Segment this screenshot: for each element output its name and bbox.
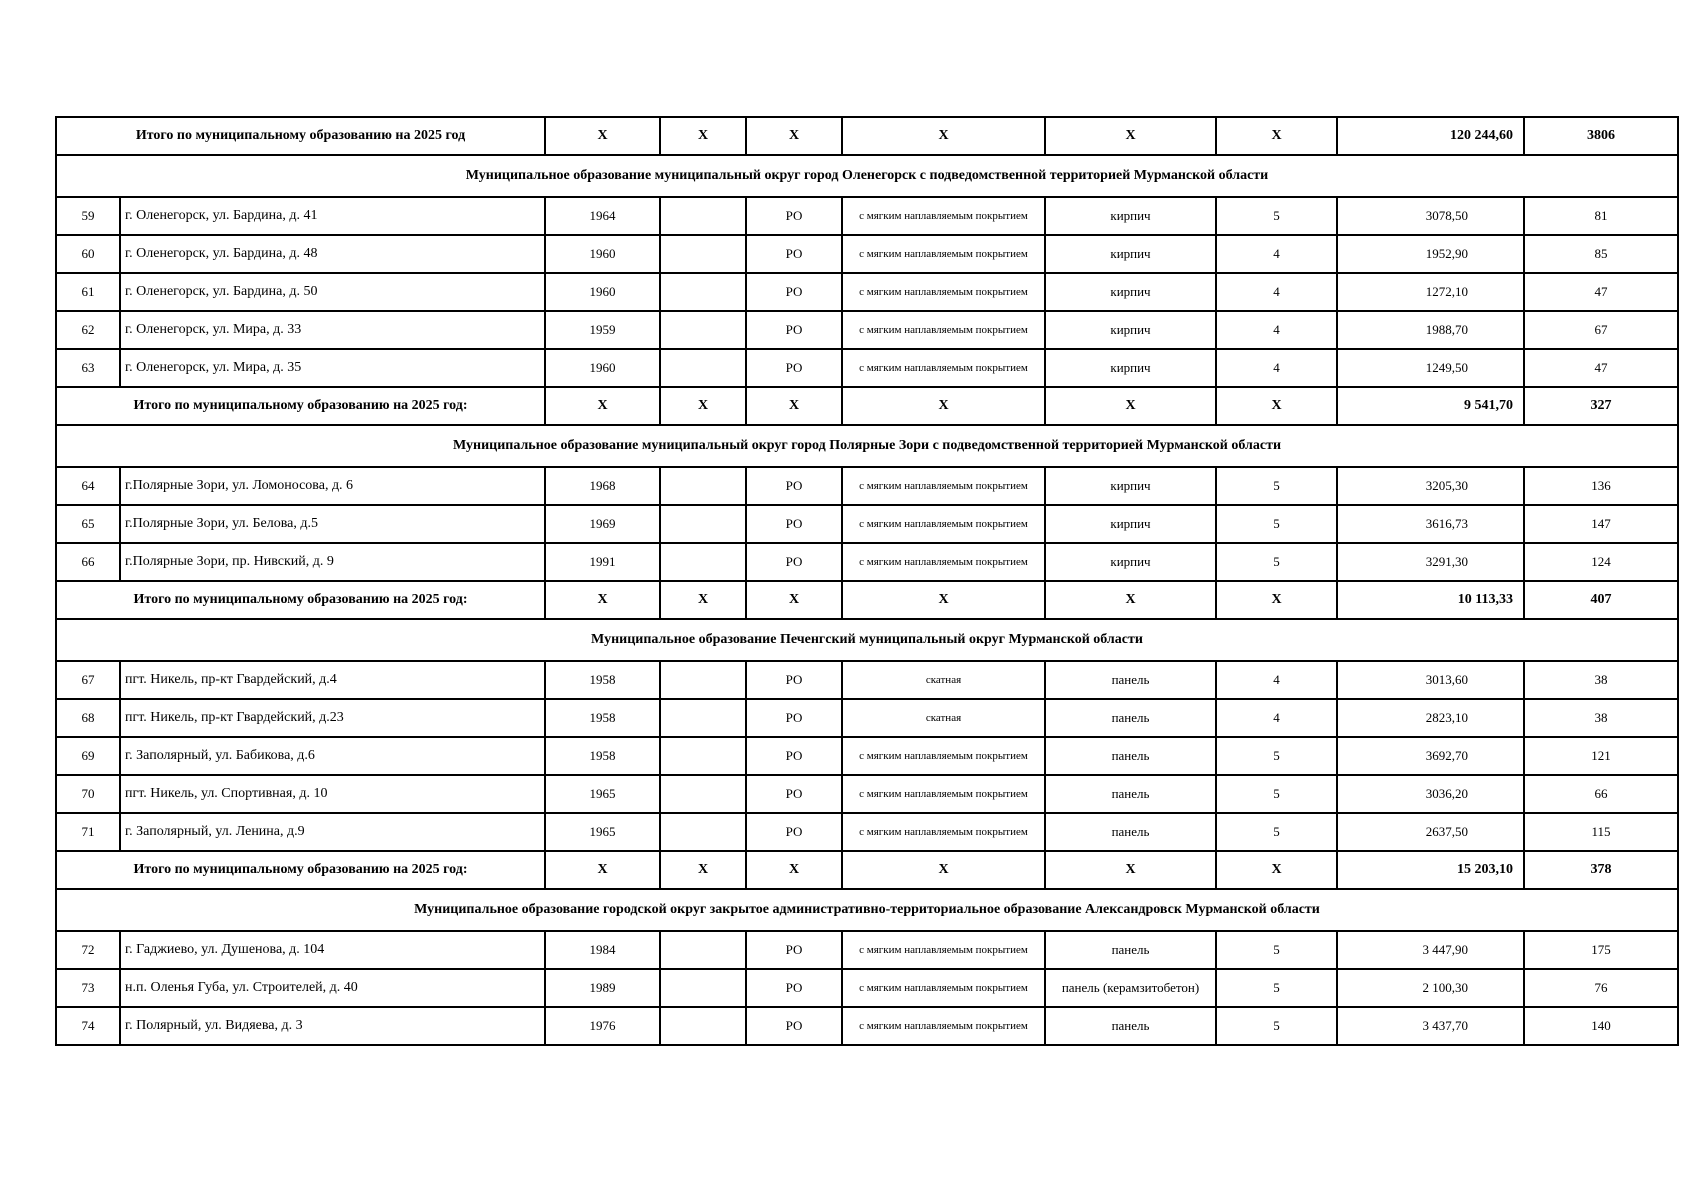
- row-ro: РО: [746, 543, 842, 581]
- row-ro: РО: [746, 273, 842, 311]
- row-address: г. Оленегорск, ул. Бардина, д. 50: [120, 273, 545, 311]
- section-header-row: [56, 619, 1678, 661]
- row-year: 1959: [545, 311, 660, 349]
- table-row: [56, 775, 1678, 813]
- table-row: [56, 235, 1678, 273]
- row-roof-type: с мягким наплавляемым покрытием: [842, 1007, 1045, 1045]
- total-x-mark: X: [1045, 581, 1216, 619]
- total-x-mark: X: [545, 581, 660, 619]
- row-empty-col: [660, 699, 746, 737]
- row-year: 1968: [545, 467, 660, 505]
- row-year: 1960: [545, 235, 660, 273]
- table-body: [56, 117, 1678, 1045]
- row-year: 1976: [545, 1007, 660, 1045]
- row-ro: РО: [746, 661, 842, 699]
- row-area: 3291,30: [1337, 543, 1524, 581]
- total-x-mark: X: [746, 117, 842, 155]
- row-address: пгт. Никель, пр-кт Гвардейский, д.23: [120, 699, 545, 737]
- row-floors: 5: [1216, 197, 1337, 235]
- row-residents: 38: [1524, 661, 1678, 699]
- total-x-mark: X: [660, 387, 746, 425]
- row-year: 1991: [545, 543, 660, 581]
- total-x-mark: X: [842, 851, 1045, 889]
- total-x-mark: X: [1216, 851, 1337, 889]
- total-x-mark: X: [842, 581, 1045, 619]
- row-number: 60: [56, 235, 120, 273]
- table-row: [56, 311, 1678, 349]
- row-area: 3078,50: [1337, 197, 1524, 235]
- row-ro: РО: [746, 349, 842, 387]
- row-address: пгт. Никель, ул. Спортивная, д. 10: [120, 775, 545, 813]
- row-wall-material: панель: [1045, 775, 1216, 813]
- total-area: 120 244,60: [1337, 117, 1524, 155]
- total-residents: 3806: [1524, 117, 1678, 155]
- total-x-mark: X: [1045, 117, 1216, 155]
- row-year: 1964: [545, 197, 660, 235]
- row-ro: РО: [746, 235, 842, 273]
- total-row: [56, 851, 1678, 889]
- row-residents: 121: [1524, 737, 1678, 775]
- table-row: [56, 737, 1678, 775]
- row-year: 1969: [545, 505, 660, 543]
- row-ro: РО: [746, 813, 842, 851]
- row-area: 2637,50: [1337, 813, 1524, 851]
- row-residents: 67: [1524, 311, 1678, 349]
- total-label: Итого по муниципальному образованию на 2025 год:: [56, 851, 545, 889]
- row-year: 1958: [545, 737, 660, 775]
- row-empty-col: [660, 349, 746, 387]
- row-floors: 5: [1216, 467, 1337, 505]
- row-roof-type: с мягким наплавляемым покрытием: [842, 969, 1045, 1007]
- row-address: г. Оленегорск, ул. Мира, д. 33: [120, 311, 545, 349]
- row-floors: 4: [1216, 273, 1337, 311]
- total-x-mark: X: [1045, 387, 1216, 425]
- row-floors: 5: [1216, 775, 1337, 813]
- table-row: [56, 969, 1678, 1007]
- row-area: 1272,10: [1337, 273, 1524, 311]
- row-residents: 140: [1524, 1007, 1678, 1045]
- total-x-mark: X: [1216, 117, 1337, 155]
- table-row: [56, 273, 1678, 311]
- total-x-mark: X: [1045, 851, 1216, 889]
- row-wall-material: панель: [1045, 813, 1216, 851]
- row-wall-material: панель: [1045, 737, 1216, 775]
- total-row: [56, 117, 1678, 155]
- total-residents: 407: [1524, 581, 1678, 619]
- row-area: 3616,73: [1337, 505, 1524, 543]
- row-address: г.Полярные Зори, ул. Ломоносова, д. 6: [120, 467, 545, 505]
- total-area: 15 203,10: [1337, 851, 1524, 889]
- table-row: [56, 1007, 1678, 1045]
- row-empty-col: [660, 467, 746, 505]
- row-address: г. Оленегорск, ул. Мира, д. 35: [120, 349, 545, 387]
- row-address: г. Гаджиево, ул. Душенова, д. 104: [120, 931, 545, 969]
- row-empty-col: [660, 1007, 746, 1045]
- row-wall-material: кирпич: [1045, 349, 1216, 387]
- total-x-mark: X: [545, 387, 660, 425]
- row-roof-type: с мягким наплавляемым покрытием: [842, 543, 1045, 581]
- section-header-row: [56, 155, 1678, 197]
- row-area: 3 447,90: [1337, 931, 1524, 969]
- row-wall-material: кирпич: [1045, 273, 1216, 311]
- row-number: 68: [56, 699, 120, 737]
- row-roof-type: скатная: [842, 661, 1045, 699]
- row-empty-col: [660, 311, 746, 349]
- row-roof-type: с мягким наплавляемым покрытием: [842, 467, 1045, 505]
- total-x-mark: X: [746, 851, 842, 889]
- row-wall-material: кирпич: [1045, 197, 1216, 235]
- row-floors: 4: [1216, 311, 1337, 349]
- row-wall-material: кирпич: [1045, 311, 1216, 349]
- row-area: 3205,30: [1337, 467, 1524, 505]
- total-area: 9 541,70: [1337, 387, 1524, 425]
- row-residents: 85: [1524, 235, 1678, 273]
- total-label: Итого по муниципальному образованию на 2025 год: [56, 117, 545, 155]
- row-area: 3036,20: [1337, 775, 1524, 813]
- total-x-mark: X: [660, 851, 746, 889]
- row-wall-material: панель: [1045, 661, 1216, 699]
- row-ro: РО: [746, 699, 842, 737]
- total-x-mark: X: [746, 387, 842, 425]
- row-roof-type: с мягким наплавляемым покрытием: [842, 197, 1045, 235]
- table-row: [56, 349, 1678, 387]
- row-roof-type: с мягким наплавляемым покрытием: [842, 737, 1045, 775]
- row-area: 3 437,70: [1337, 1007, 1524, 1045]
- row-address: г. Оленегорск, ул. Бардина, д. 41: [120, 197, 545, 235]
- row-year: 1984: [545, 931, 660, 969]
- row-number: 67: [56, 661, 120, 699]
- row-area: 3692,70: [1337, 737, 1524, 775]
- row-address: г. Заполярный, ул. Ленина, д.9: [120, 813, 545, 851]
- section-title: Муниципальное образование муниципальный округ город Полярные Зори с подведомственной территорией Мурманской области: [56, 425, 1678, 467]
- row-ro: РО: [746, 737, 842, 775]
- row-wall-material: кирпич: [1045, 467, 1216, 505]
- total-residents: 378: [1524, 851, 1678, 889]
- row-ro: РО: [746, 969, 842, 1007]
- row-residents: 147: [1524, 505, 1678, 543]
- total-x-mark: X: [660, 117, 746, 155]
- row-empty-col: [660, 505, 746, 543]
- row-residents: 76: [1524, 969, 1678, 1007]
- row-floors: 5: [1216, 969, 1337, 1007]
- table-row: [56, 931, 1678, 969]
- row-year: 1958: [545, 661, 660, 699]
- total-residents: 327: [1524, 387, 1678, 425]
- total-x-mark: X: [1216, 581, 1337, 619]
- row-residents: 124: [1524, 543, 1678, 581]
- row-number: 59: [56, 197, 120, 235]
- row-address: пгт. Никель, пр-кт Гвардейский, д.4: [120, 661, 545, 699]
- housing-table: [55, 116, 1679, 1046]
- row-wall-material: кирпич: [1045, 235, 1216, 273]
- row-floors: 5: [1216, 931, 1337, 969]
- table-row: [56, 543, 1678, 581]
- row-area: 3013,60: [1337, 661, 1524, 699]
- row-wall-material: кирпич: [1045, 505, 1216, 543]
- total-x-mark: X: [660, 581, 746, 619]
- row-number: 70: [56, 775, 120, 813]
- section-header-row: [56, 425, 1678, 467]
- row-year: 1965: [545, 775, 660, 813]
- row-empty-col: [660, 931, 746, 969]
- table-row: [56, 699, 1678, 737]
- row-floors: 4: [1216, 235, 1337, 273]
- table-row: [56, 661, 1678, 699]
- row-address: г.Полярные Зори, ул. Белова, д.5: [120, 505, 545, 543]
- row-wall-material: кирпич: [1045, 543, 1216, 581]
- row-floors: 5: [1216, 1007, 1337, 1045]
- row-ro: РО: [746, 311, 842, 349]
- row-ro: РО: [746, 197, 842, 235]
- row-ro: РО: [746, 931, 842, 969]
- total-x-mark: X: [746, 581, 842, 619]
- total-x-mark: X: [545, 117, 660, 155]
- row-year: 1960: [545, 349, 660, 387]
- row-floors: 5: [1216, 543, 1337, 581]
- row-year: 1965: [545, 813, 660, 851]
- row-residents: 175: [1524, 931, 1678, 969]
- row-number: 66: [56, 543, 120, 581]
- total-row: [56, 387, 1678, 425]
- row-residents: 47: [1524, 349, 1678, 387]
- row-roof-type: с мягким наплавляемым покрытием: [842, 311, 1045, 349]
- total-row: [56, 581, 1678, 619]
- row-residents: 81: [1524, 197, 1678, 235]
- row-empty-col: [660, 813, 746, 851]
- total-x-mark: X: [842, 117, 1045, 155]
- row-number: 69: [56, 737, 120, 775]
- row-floors: 4: [1216, 661, 1337, 699]
- total-label: Итого по муниципальному образованию на 2025 год:: [56, 581, 545, 619]
- row-empty-col: [660, 969, 746, 1007]
- row-residents: 47: [1524, 273, 1678, 311]
- row-number: 72: [56, 931, 120, 969]
- row-roof-type: с мягким наплавляемым покрытием: [842, 235, 1045, 273]
- row-floors: 5: [1216, 505, 1337, 543]
- row-area: 1952,90: [1337, 235, 1524, 273]
- row-roof-type: с мягким наплавляемым покрытием: [842, 931, 1045, 969]
- row-roof-type: с мягким наплавляемым покрытием: [842, 813, 1045, 851]
- row-roof-type: с мягким наплавляемым покрытием: [842, 775, 1045, 813]
- row-number: 73: [56, 969, 120, 1007]
- row-area: 1988,70: [1337, 311, 1524, 349]
- row-year: 1989: [545, 969, 660, 1007]
- row-wall-material: панель: [1045, 931, 1216, 969]
- row-ro: РО: [746, 1007, 842, 1045]
- row-residents: 66: [1524, 775, 1678, 813]
- row-ro: РО: [746, 467, 842, 505]
- section-title: Муниципальное образование Печенгский муниципальный округ Мурманской области: [56, 619, 1678, 661]
- row-empty-col: [660, 661, 746, 699]
- row-floors: 4: [1216, 349, 1337, 387]
- row-floors: 5: [1216, 813, 1337, 851]
- row-empty-col: [660, 197, 746, 235]
- row-area: 2 100,30: [1337, 969, 1524, 1007]
- row-ro: РО: [746, 505, 842, 543]
- row-residents: 136: [1524, 467, 1678, 505]
- section-title: Муниципальное образование муниципальный округ город Оленегорск с подведомственной территорией Мурманской области: [56, 155, 1678, 197]
- row-address: г. Заполярный, ул. Бабикова, д.6: [120, 737, 545, 775]
- row-roof-type: с мягким наплавляемым покрытием: [842, 349, 1045, 387]
- total-x-mark: X: [1216, 387, 1337, 425]
- row-empty-col: [660, 775, 746, 813]
- row-wall-material: панель: [1045, 699, 1216, 737]
- row-empty-col: [660, 737, 746, 775]
- row-address: г.Полярные Зори, пр. Нивский, д. 9: [120, 543, 545, 581]
- row-roof-type: с мягким наплавляемым покрытием: [842, 505, 1045, 543]
- row-address: г. Оленегорск, ул. Бардина, д. 48: [120, 235, 545, 273]
- row-empty-col: [660, 235, 746, 273]
- table-row: [56, 467, 1678, 505]
- row-number: 61: [56, 273, 120, 311]
- row-number: 62: [56, 311, 120, 349]
- row-ro: РО: [746, 775, 842, 813]
- row-address: г. Полярный, ул. Видяева, д. 3: [120, 1007, 545, 1045]
- row-floors: 5: [1216, 737, 1337, 775]
- row-area: 1249,50: [1337, 349, 1524, 387]
- section-title: Муниципальное образование городской округ закрытое административно-территориальное образование Александровск Мурманской области: [56, 889, 1678, 931]
- row-number: 64: [56, 467, 120, 505]
- total-label: Итого по муниципальному образованию на 2025 год:: [56, 387, 545, 425]
- row-number: 65: [56, 505, 120, 543]
- row-residents: 38: [1524, 699, 1678, 737]
- row-residents: 115: [1524, 813, 1678, 851]
- row-empty-col: [660, 273, 746, 311]
- total-x-mark: X: [842, 387, 1045, 425]
- row-area: 2823,10: [1337, 699, 1524, 737]
- table-row: [56, 505, 1678, 543]
- row-floors: 4: [1216, 699, 1337, 737]
- row-wall-material: панель: [1045, 1007, 1216, 1045]
- row-number: 63: [56, 349, 120, 387]
- row-empty-col: [660, 543, 746, 581]
- row-address: н.п. Оленья Губа, ул. Строителей, д. 40: [120, 969, 545, 1007]
- total-x-mark: X: [545, 851, 660, 889]
- row-number: 74: [56, 1007, 120, 1045]
- table-row: [56, 197, 1678, 235]
- row-wall-material: панель (керамзитобетон): [1045, 969, 1216, 1007]
- total-area: 10 113,33: [1337, 581, 1524, 619]
- row-roof-type: с мягким наплавляемым покрытием: [842, 273, 1045, 311]
- row-number: 71: [56, 813, 120, 851]
- row-year: 1960: [545, 273, 660, 311]
- row-year: 1958: [545, 699, 660, 737]
- row-roof-type: скатная: [842, 699, 1045, 737]
- table-row: [56, 813, 1678, 851]
- section-header-row: [56, 889, 1678, 931]
